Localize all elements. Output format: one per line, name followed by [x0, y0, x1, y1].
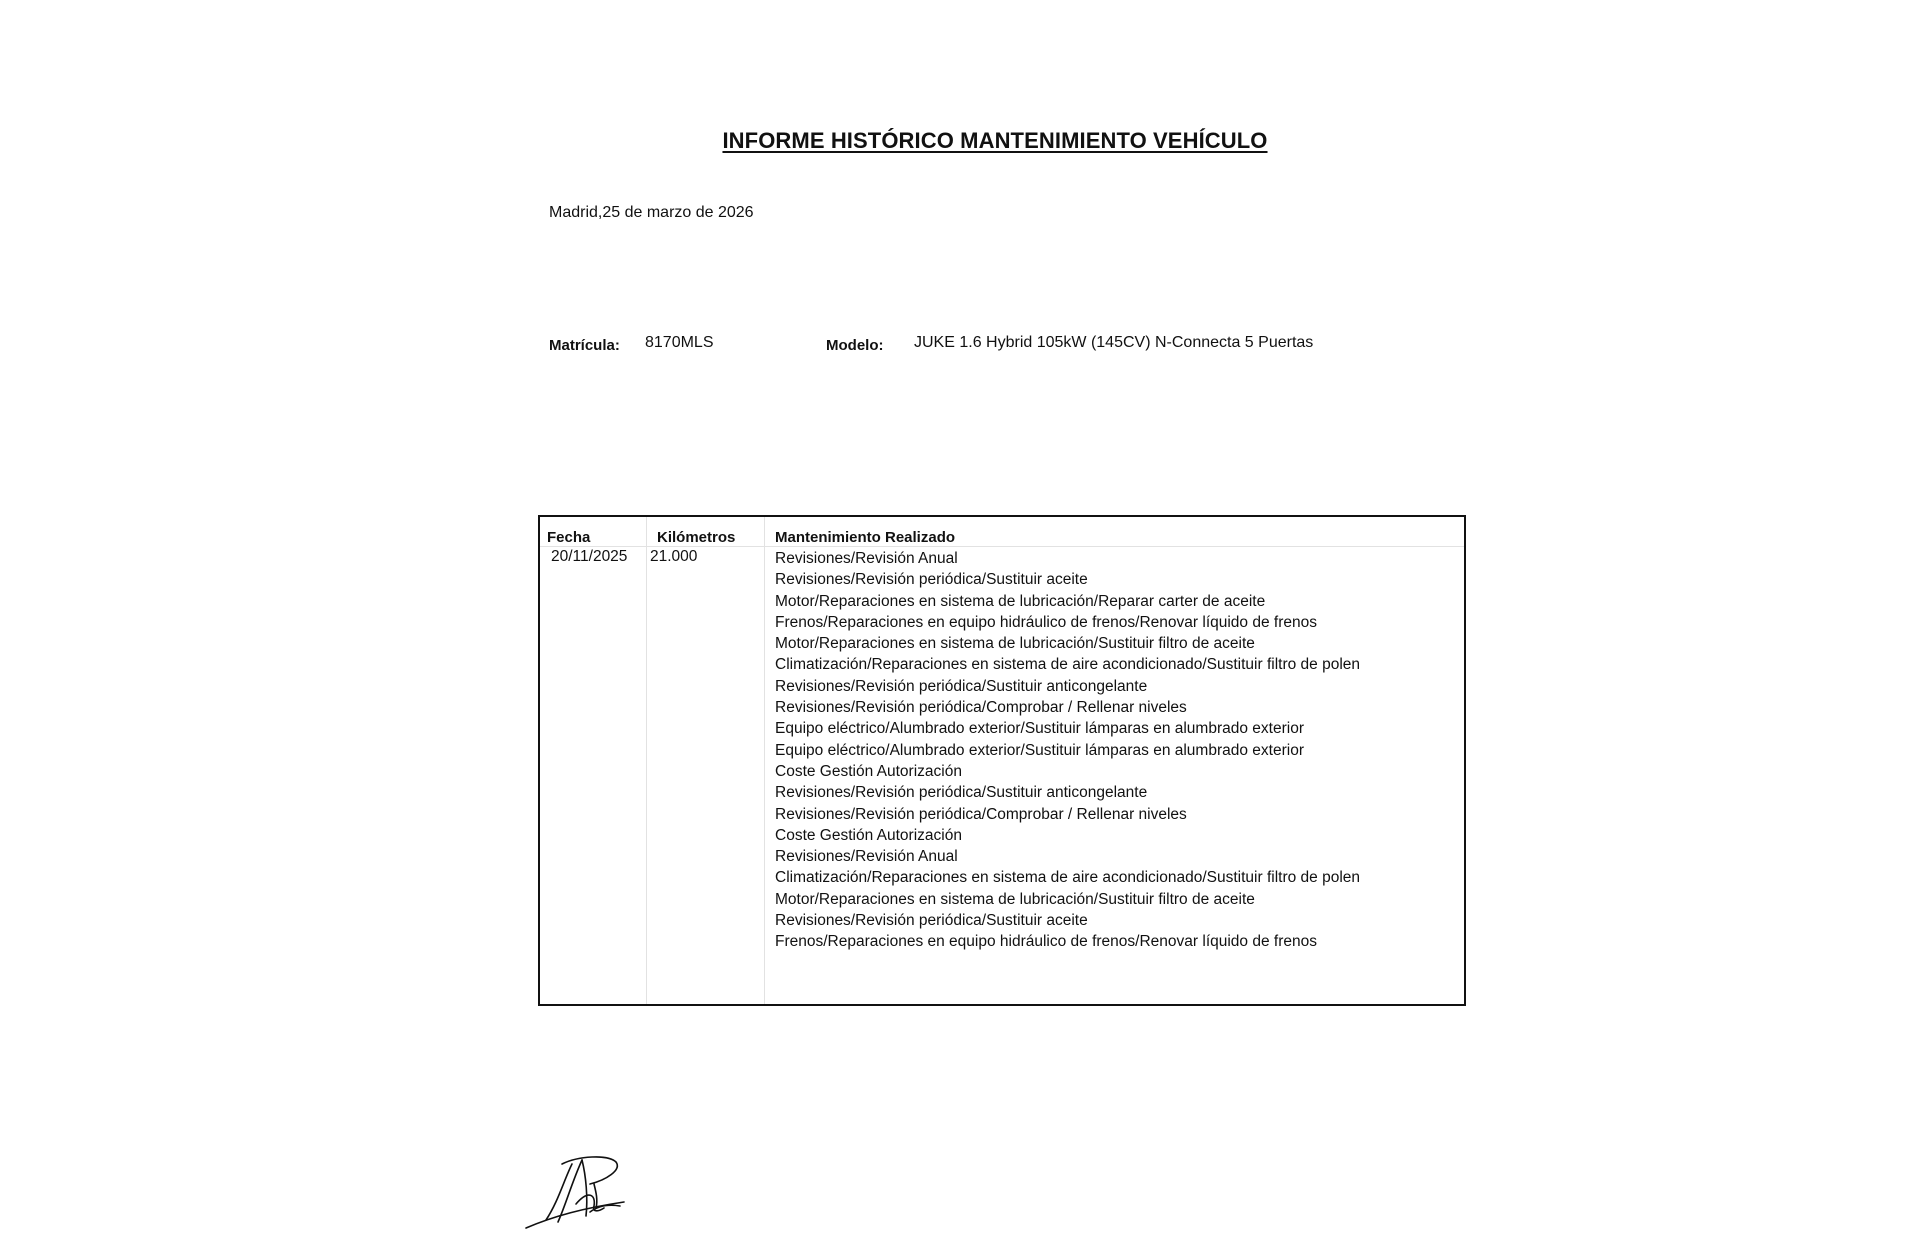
header-kilometros: Kilómetros	[657, 529, 736, 546]
row-fecha: 20/11/2025	[551, 548, 628, 565]
maintenance-item: Frenos/Reparaciones en equipo hidráulico de frenos/Renovar líquido de frenos	[775, 933, 1317, 951]
maintenance-item: Revisiones/Revisión periódica/Sustituir aceite	[775, 912, 1088, 930]
row-kilometros: 21.000	[650, 548, 698, 565]
maintenance-item: Coste Gestión Autorización	[775, 762, 962, 780]
date-text: 25 de marzo de 2026	[602, 204, 754, 221]
maintenance-item: Revisiones/Revisión periódica/Sustituir aceite	[775, 571, 1088, 589]
maintenance-item: Climatización/Reparaciones en sistema de aire acondicionado/Sustituir filtro de polen	[775, 656, 1361, 674]
maintenance-item: Revisiones/Revisión periódica/Sustituir anticongelante	[775, 677, 1148, 695]
header-fecha: Fecha	[547, 529, 591, 546]
signature-icon	[524, 1150, 634, 1230]
column-divider-1	[646, 517, 647, 1004]
maintenance-item: Equipo eléctrico/Alumbrado exterior/Sustituir lámparas en alumbrado exterior	[775, 741, 1304, 759]
maintenance-item: Revisiones/Revisión periódica/Comprobar / Rellenar niveles	[775, 699, 1187, 717]
maintenance-table	[538, 515, 1466, 1006]
plate-value: 8170MLS	[645, 334, 714, 351]
place-text: Madrid,	[549, 204, 603, 221]
model-label: Modelo:	[826, 337, 884, 354]
maintenance-item: Revisiones/Revisión Anual	[775, 550, 958, 567]
maintenance-items-list	[775, 548, 1365, 953]
plate-label: Matrícula:	[549, 337, 620, 354]
header-divider	[540, 546, 1464, 547]
maintenance-item: Revisiones/Revisión Anual	[775, 848, 958, 866]
header-mantenimiento: Mantenimiento Realizado	[775, 529, 956, 546]
maintenance-item: Coste Gestión Autorización	[775, 826, 962, 844]
maintenance-item: Motor/Reparaciones en sistema de lubricación/Sustituir filtro de aceite	[775, 635, 1255, 653]
model-value: JUKE 1.6 Hybrid 105kW (145CV) N-Connecta 5 Puertas	[914, 334, 1314, 351]
maintenance-item: Revisiones/Revisión periódica/Sustituir anticongelante	[775, 784, 1148, 802]
maintenance-item: Motor/Reparaciones en sistema de lubricación/Reparar carter de aceite	[775, 592, 1266, 610]
maintenance-item: Frenos/Reparaciones en equipo hidráulico de frenos/Renovar líquido de frenos	[775, 613, 1317, 631]
maintenance-item: Equipo eléctrico/Alumbrado exterior/Sustituir lámparas en alumbrado exterior	[775, 720, 1304, 738]
maintenance-item: Climatización/Reparaciones en sistema de aire acondicionado/Sustituir filtro de polen	[775, 869, 1361, 887]
report-title: INFORME HISTÓRICO MANTENIMIENTO VEHÍCULO	[722, 128, 1268, 153]
column-divider-2	[764, 517, 765, 1004]
place-date-line	[549, 204, 754, 222]
maintenance-item: Motor/Reparaciones en sistema de lubricación/Sustituir filtro de aceite	[775, 890, 1255, 908]
maintenance-item: Revisiones/Revisión periódica/Comprobar / Rellenar niveles	[775, 805, 1187, 823]
